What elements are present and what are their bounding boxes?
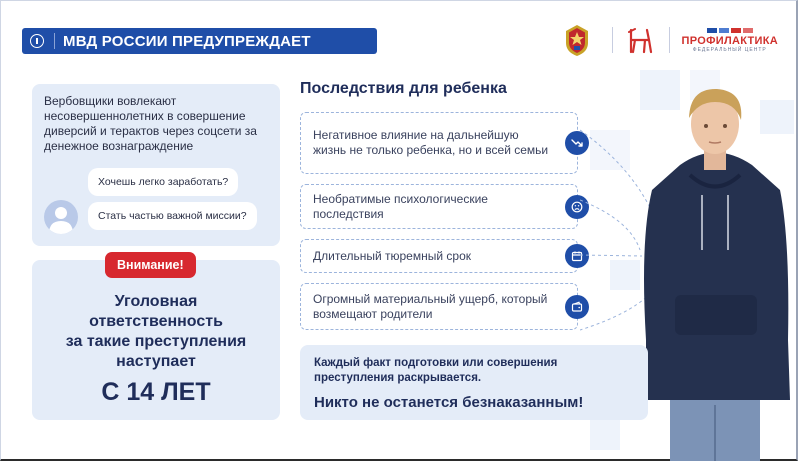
user-avatar-icon: [44, 200, 78, 234]
warning-text-line: ответственность: [89, 313, 223, 330]
consequence-text: Негативное влияние на дальнейшую жизнь не только ребенка, но и всей семьи: [313, 128, 549, 157]
consequence-text: Длительный тюремный срок: [313, 248, 471, 263]
warning-text-line: Уголовная: [114, 293, 198, 310]
info-icon: [30, 34, 44, 48]
profilaktika-logo: [682, 28, 778, 53]
consequence-text: Необратимые психологические последствия: [313, 191, 488, 221]
logo-divider: [612, 27, 613, 53]
warning-text-line: наступает: [116, 353, 196, 370]
profilaktika-name: ПРОФИЛАКТИКА: [681, 34, 778, 47]
chat-bubble-earn: Хочешь легко заработать?: [88, 168, 238, 196]
chat-bubble-mission: Стать частью важной миссии?: [88, 202, 257, 230]
footer-note-card: [300, 345, 648, 420]
header-banner: [22, 28, 377, 54]
teen-photo: [640, 80, 790, 461]
consequence-item: [300, 184, 578, 229]
warning-text: [32, 292, 280, 372]
avatar: [44, 200, 78, 234]
chair-logo-icon: [625, 26, 657, 54]
logo-group: [564, 22, 778, 58]
header-divider: [54, 33, 55, 49]
warning-card: [32, 260, 280, 420]
footer-note-line-1: Каждый факт подготовки или совершения преступления раскрывается.: [314, 357, 558, 384]
warning-age: С 14 ЛЕТ: [101, 378, 211, 406]
consequence-text: Огромный материальный ущерб, который возмещают родители: [313, 291, 548, 321]
consequence-item: [300, 283, 578, 330]
consequences-title: Последствия для ребенка: [300, 80, 507, 97]
consequence-item: [300, 239, 578, 273]
logo-squares: [707, 28, 753, 33]
recruiters-card: [32, 84, 280, 246]
page-title: МВД РОССИИ ПРЕДУПРЕЖДАЕТ: [63, 32, 311, 50]
logo-divider: [669, 27, 670, 53]
footer-note-line-2: Никто не останется безнаказанным!: [314, 394, 584, 411]
consequence-item: [300, 112, 578, 174]
profilaktika-subtitle: ФЕДЕРАЛЬНЫЙ ЦЕНТР: [692, 46, 767, 53]
warning-text-line: за такие преступления: [65, 333, 247, 350]
recruiters-description: Вербовщики вовлекают несовершеннолетних в совершение диверсий и терактов через соцсети за денежное вознаграждение: [44, 94, 257, 153]
warning-badge: Внимание!: [105, 252, 196, 278]
mvd-emblem-icon: [564, 23, 590, 57]
